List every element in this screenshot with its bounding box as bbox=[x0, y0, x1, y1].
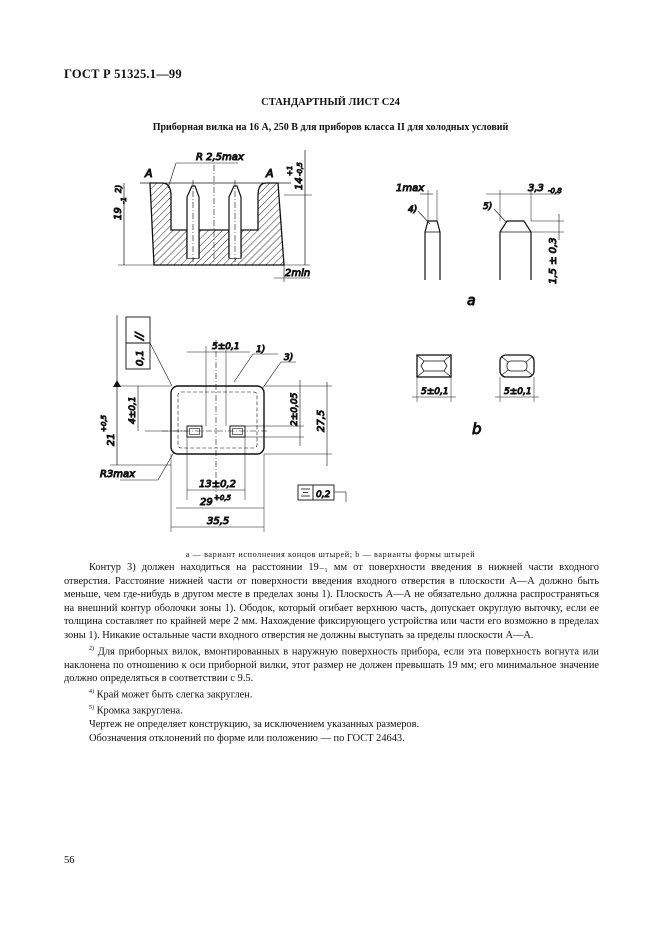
dim-5b-left: 5±0,1 bbox=[421, 387, 449, 397]
dim-1max-label: 1max bbox=[396, 183, 425, 194]
fn5-mark: 5) bbox=[483, 202, 493, 212]
fn4-mark: 4) bbox=[408, 205, 418, 215]
dim-19-label: 19 bbox=[113, 207, 124, 220]
footnote-5-number: 5) bbox=[89, 704, 94, 711]
dim-14-tol-up: +1 bbox=[286, 165, 294, 176]
mark-1-label: 1) bbox=[256, 345, 266, 355]
parallelism-symbol: // bbox=[133, 332, 146, 340]
radius-label: R 2,5max bbox=[196, 152, 244, 163]
paragraph-contour: Контур 3) должен находиться на расстоянии 19₋₁ мм от поверхности введения в нижней части входного отверстия. Расстояние нижней части от поверхности введения входного отверстия в плоскости А—А должно быть меньше, чем где-нибудь в другом месте в пределах зоны 1). Плоскость А—А не обязательно должна распространяться на внешний контур оболочки зоны 1). Ободок, который огибает верхнюю часть, допускает округлую выточку, если ее толщина составляет по крайней мере 2 мм. Нахождение фиксирующего устройства или части его возможно в пределах зоны 1). Никакие остальные части входного отверстия не должны выступать за пределы плоскости А—А. bbox=[64, 562, 599, 641]
dim-29-tol: +0,5 bbox=[214, 494, 231, 502]
footnote-5-text: Кромка закруглена. bbox=[96, 705, 183, 717]
figure-caption: a — вариант исполнения концов штырей; b — варианты формы штырей bbox=[185, 550, 476, 559]
footnote-4-number: 4) bbox=[89, 688, 94, 695]
dim-4-label: 4±0,1 bbox=[128, 396, 138, 424]
dim-2min-label: 2min bbox=[285, 268, 311, 279]
dim-2-label: 2±0,05 bbox=[290, 392, 300, 426]
notes-text bbox=[64, 561, 599, 745]
dim-33-label: 3,3 bbox=[528, 183, 544, 194]
note-construction: Чертеж не определяет конструкцию, за исключением указанных размеров. bbox=[89, 718, 420, 730]
sheet-subtitle: Приборная вилка на 16 А, 250 В для приборов класса II для холодных условий bbox=[152, 122, 509, 133]
footnote-2-number: 2) bbox=[89, 645, 94, 652]
dim-29-label: 29 bbox=[200, 497, 213, 508]
note-tolerances: Обозначения отклонений по форме или положению — по ГОСТ 24643. bbox=[89, 732, 405, 744]
a-right-label: A bbox=[266, 167, 274, 180]
dim-275-label: 27,5 bbox=[316, 409, 327, 432]
page-number: 56 bbox=[64, 855, 75, 866]
r3max-label: R3max bbox=[100, 469, 136, 480]
dim-14-tol-dn: -0,5 bbox=[296, 162, 304, 176]
footnote-2 bbox=[64, 643, 599, 686]
dim-355-label: 35,5 bbox=[207, 516, 230, 527]
dim-19-tol: -1 bbox=[120, 197, 128, 204]
footnote-4 bbox=[64, 686, 599, 702]
symmetry-value: 0,2 bbox=[316, 490, 331, 500]
fn2-mark: 2) bbox=[114, 184, 123, 193]
dim-5-label: 5±0,1 bbox=[212, 342, 240, 352]
dim-21-label: 21 bbox=[106, 433, 117, 446]
footnote-4-text: Край может быть слегка закруглен. bbox=[96, 689, 253, 701]
parallelism-value: 0,1 bbox=[135, 350, 146, 366]
dim-14-label: 14 bbox=[294, 177, 305, 190]
footnote-2-text: Для приборных вилок, вмонтированных в наружную поверхность прибора, если эта поверхность вогнута или наклонена по отношению к оси приборной вилки, этот размер не должен превышать 19 мм; его минимальное значение должно определяться в соответствии с 9.5. bbox=[64, 646, 599, 685]
mark-3-label: 3) bbox=[284, 353, 294, 363]
sheet-title: СТАНДАРТНЫЙ ЛИСТ С24 bbox=[261, 97, 400, 108]
variant-a-label: a bbox=[467, 293, 476, 309]
document-code: ГОСТ Р 51325.1—99 bbox=[64, 67, 182, 81]
a-left-label: A bbox=[145, 167, 153, 180]
dim-13-label: 13±0,2 bbox=[199, 479, 237, 490]
dim-33-tol: -0,8 bbox=[548, 187, 562, 195]
dim-15-label: 1,5 ± 0,3 bbox=[548, 237, 559, 284]
variant-b-label: b bbox=[472, 420, 482, 438]
footnote-5 bbox=[64, 702, 599, 718]
dim-21-tol: +0,5 bbox=[100, 415, 108, 432]
dim-5b-right: 5±0,1 bbox=[504, 387, 532, 397]
